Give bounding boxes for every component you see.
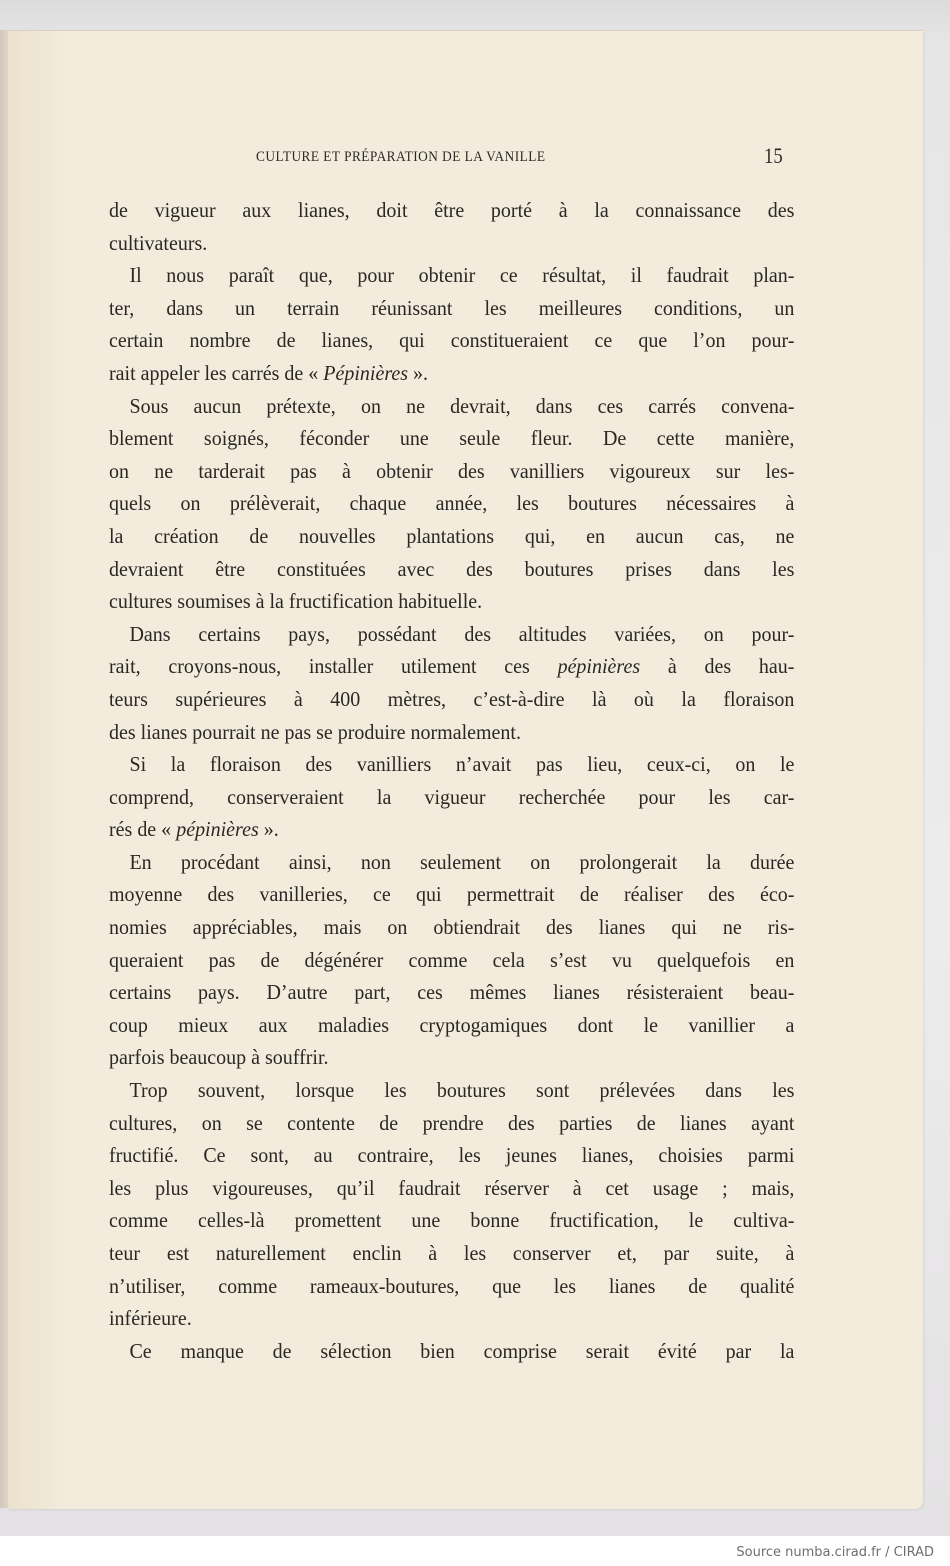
text-line: n’utiliser, comme rameaux-boutures, que les lianes de qualité	[109, 1273, 795, 1298]
text-line: la création de nouvelles plantations qui, en aucun cas, ne	[109, 523, 795, 548]
text-line: parfois beaucoup à souffrir.	[109, 1045, 329, 1070]
running-head: CULTURE ET PRÉPARATION DE LA VANILLE	[256, 149, 546, 165]
text-line: devraient être constituées avec des boutures prises dans les	[109, 556, 795, 581]
text-line: teurs supérieures à 400 mètres, c’est-à-dire là où la floraison	[109, 686, 795, 711]
text-line: queraient pas de dégénérer comme cela s’est vu quelquefois en	[109, 947, 795, 972]
text-line: Sous aucun prétexte, on ne devrait, dans ces carrés convena-	[129, 393, 795, 418]
text-segment: ».	[258, 817, 279, 842]
text-line	[109, 650, 794, 683]
text-segment: rait appeler les carrés de «	[109, 360, 324, 385]
italic-term: Pépinières	[323, 360, 409, 385]
text-line: Trop souvent, lorsque les boutures sont prélevées dans les	[129, 1078, 795, 1103]
text-line: certains pays. D’autre part, ces mêmes lianes résisteraient beau-	[109, 980, 795, 1005]
text-line: quels on prélèverait, chaque année, les boutures nécessaires à	[109, 491, 795, 516]
text-line: moyenne des vanilleries, ce qui permettrait de réaliser des éco-	[109, 882, 795, 907]
text-line: les plus vigoureuses, qu’il faudrait réserver à cet usage ; mais,	[109, 1175, 795, 1200]
text-line: inférieure.	[109, 1306, 192, 1331]
source-credit: Source numba.cirad.fr / CIRAD	[736, 1545, 934, 1560]
text-line: cultures, on se contente de prendre des parties de lianes ayant	[109, 1110, 795, 1135]
text-line: comme celles-là promettent une bonne fructification, le cultiva-	[109, 1208, 795, 1233]
book-page	[8, 30, 923, 1509]
text-line: des lianes pourrait ne pas se produire normalement.	[109, 719, 521, 744]
text-line: Si la floraison des vanilliers n’avait pas lieu, ceux-ci, on le	[129, 752, 795, 777]
text-segment: rait, croyons-nous, installer utilement ces	[109, 654, 558, 679]
text-line: En procédant ainsi, non seulement on prolongerait la durée	[129, 849, 795, 874]
text-line: cultivateurs.	[109, 230, 208, 255]
text-line: Il nous paraît que, pour obtenir ce résultat, il faudrait plan-	[129, 263, 795, 288]
text-line: cultures soumises à la fructification habituelle.	[109, 589, 483, 614]
text-line: coup mieux aux maladies cryptogamiques dont le vanillier a	[109, 1012, 795, 1037]
text-line: ter, dans un terrain réunissant les meilleures conditions, un	[109, 295, 795, 320]
text-line: certain nombre de lianes, qui constitueraient ce que l’on pour-	[109, 328, 795, 353]
text-line: fructifié. Ce sont, au contraire, les jeunes lianes, choisies parmi	[109, 1143, 795, 1168]
text-line: Dans certains pays, possédant des altitudes variées, on pour-	[129, 621, 795, 646]
book-spine-edge	[0, 30, 8, 1508]
body-text	[109, 194, 794, 1367]
text-line: blement soignés, féconder une seule fleur. De cette manière,	[109, 426, 795, 451]
text-segment: rés de «	[109, 817, 177, 842]
text-line: comprend, conserveraient la vigueur recherchée pour les car-	[109, 784, 795, 809]
text-line	[109, 357, 794, 390]
text-segment: ».	[408, 360, 429, 385]
text-line: de vigueur aux lianes, doit être porté à la connaissance des	[109, 198, 795, 222]
text-line: nomies appréciables, mais on obtiendrait des lianes qui ne ris-	[109, 915, 795, 940]
text-line	[109, 813, 794, 846]
italic-term: pépinières	[176, 817, 259, 842]
italic-term: pépinières	[557, 654, 641, 679]
text-line: teur est naturellement enclin à les conserver et, par suite, à	[109, 1241, 795, 1265]
page-number: 15	[764, 143, 783, 168]
text-segment: à des hau-	[640, 654, 795, 679]
text-line: Ce manque de sélection bien comprise serait évité par la	[129, 1338, 795, 1363]
text-line: on ne tarderait pas à obtenir des vanilliers vigoureux sur les-	[109, 458, 795, 483]
